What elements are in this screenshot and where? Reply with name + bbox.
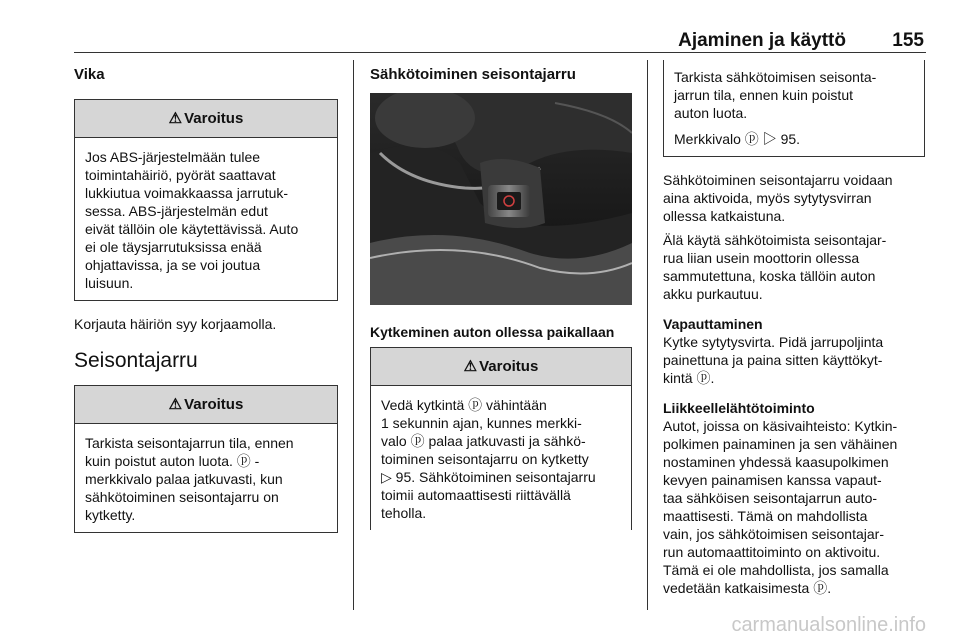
section-title-seisontajarru: Seisontajarru [74, 349, 198, 372]
column-divider-2 [647, 60, 648, 610]
section-title-vika: Vika [74, 66, 105, 83]
warning-header [75, 386, 337, 424]
column-1 [74, 60, 338, 547]
warning-triangle-icon: ⚠ [168, 110, 183, 127]
parking-brake-photo [370, 93, 632, 305]
warning-body [664, 60, 924, 156]
warning-triangle-icon: ⚠ [168, 396, 183, 413]
warning-box-abs [74, 99, 338, 301]
warning-header [75, 100, 337, 138]
paragraph-battery: Älä käytä sähkötoimista seisontajar- rua liian usein moottorin ollessa sammutettuna, koska tällöin auton akku purkautuu. [663, 232, 887, 302]
header-rule [74, 52, 926, 53]
header-title: Ajaminen ja käyttö [678, 30, 846, 51]
column-divider-1 [353, 60, 354, 610]
warning-label: Varoitus [479, 358, 539, 375]
warning-triangle-icon: ⚠ [463, 358, 478, 375]
repair-text: Korjauta häiriön syy korjaamolla. [74, 316, 277, 332]
column-2 [370, 60, 632, 544]
subhead-activation: Kytkeminen auton ollessa paikallaan [370, 324, 615, 340]
section-title-electric-brake: Sähkötoiminen seisontajarru [370, 66, 576, 83]
warning-text: Vedä kytkintä ⓟ vähintään 1 sekunnin ajan, kunnes merkki- valo ⓟ palaa jatkuvasti ja sähkö- toiminen seisontajarru on kytketty ▷ 95. Sähkötoiminen seisontajarru toimii automaattisesti riittävällä teholla. [381, 397, 596, 521]
column-3 [663, 60, 925, 603]
warning-body [75, 424, 337, 532]
paragraph-activation: Sähkötoiminen seisontajarru voidaan aina aktivoida, myös sytytysvirran ollessa katkaistuna. [663, 172, 893, 224]
warning-box-continued [663, 60, 925, 157]
watermark: carmanualsonline.info [731, 614, 926, 636]
warning-text: Tarkista sähkötoimisen seisonta- jarrun tila, ennen kuin poistut auton luota. [674, 69, 877, 121]
warning-text: Jos ABS-järjestelmään tulee toimintahäiriö, pyörät saattavat lukkiutua voimakkaassa jarrutuk- sessa. ABS-järjestelmän edut eivät tällöin ole käytettävissä. Auto ei ole täysjarrutuksissa enää ohjattavissa, ja se voi joutua luisuun. [85, 149, 299, 291]
paragraph-release: Kytke sytytysvirta. Pidä jarrupoljinta painettuna ja paina sitten käyttökyt- kintä ⓟ. [663, 334, 884, 386]
page-number: 155 [892, 30, 924, 51]
warning-text: Tarkista seisontajarrun tila, ennen kuin poistut auton luota. ⓟ - merkkivalo palaa jatkuvasti, kun sähkötoiminen seisontajarru on kytketty. [85, 435, 294, 523]
parking-brake-illustration [370, 93, 632, 305]
warning-label: Varoitus [184, 396, 244, 413]
page-header [74, 30, 926, 50]
warning-text-indicator: Merkkivalo ⓟ ▷ 95. [674, 131, 801, 147]
warning-body [75, 138, 337, 300]
warning-header [371, 348, 631, 386]
paragraph-drive-away: Autot, joissa on käsivaihteisto: Kytkin- polkimen painaminen ja sen vähäinen nostaminen yhdessä kaasupolkimen kevyen painamisen kanssa vapaut- taa sähköisen seisontajarrun auto- maattisesti. Tämä on mahdollista vain, jos sähkötoimisen seisontajar- run automaattitoiminto on aktivoitu. Tämä ei ole mahdollista, jos samalla vedetään katkaisimesta ⓟ. [663, 418, 898, 596]
warning-label: Varoitus [184, 110, 244, 127]
warning-box-seisontajarru [74, 385, 338, 533]
warning-body [371, 386, 631, 530]
subhead-release: Vapauttaminen [663, 316, 763, 332]
warning-box-activation [370, 347, 632, 530]
subhead-drive-away: Liikkeellelähtötoiminto [663, 400, 815, 416]
